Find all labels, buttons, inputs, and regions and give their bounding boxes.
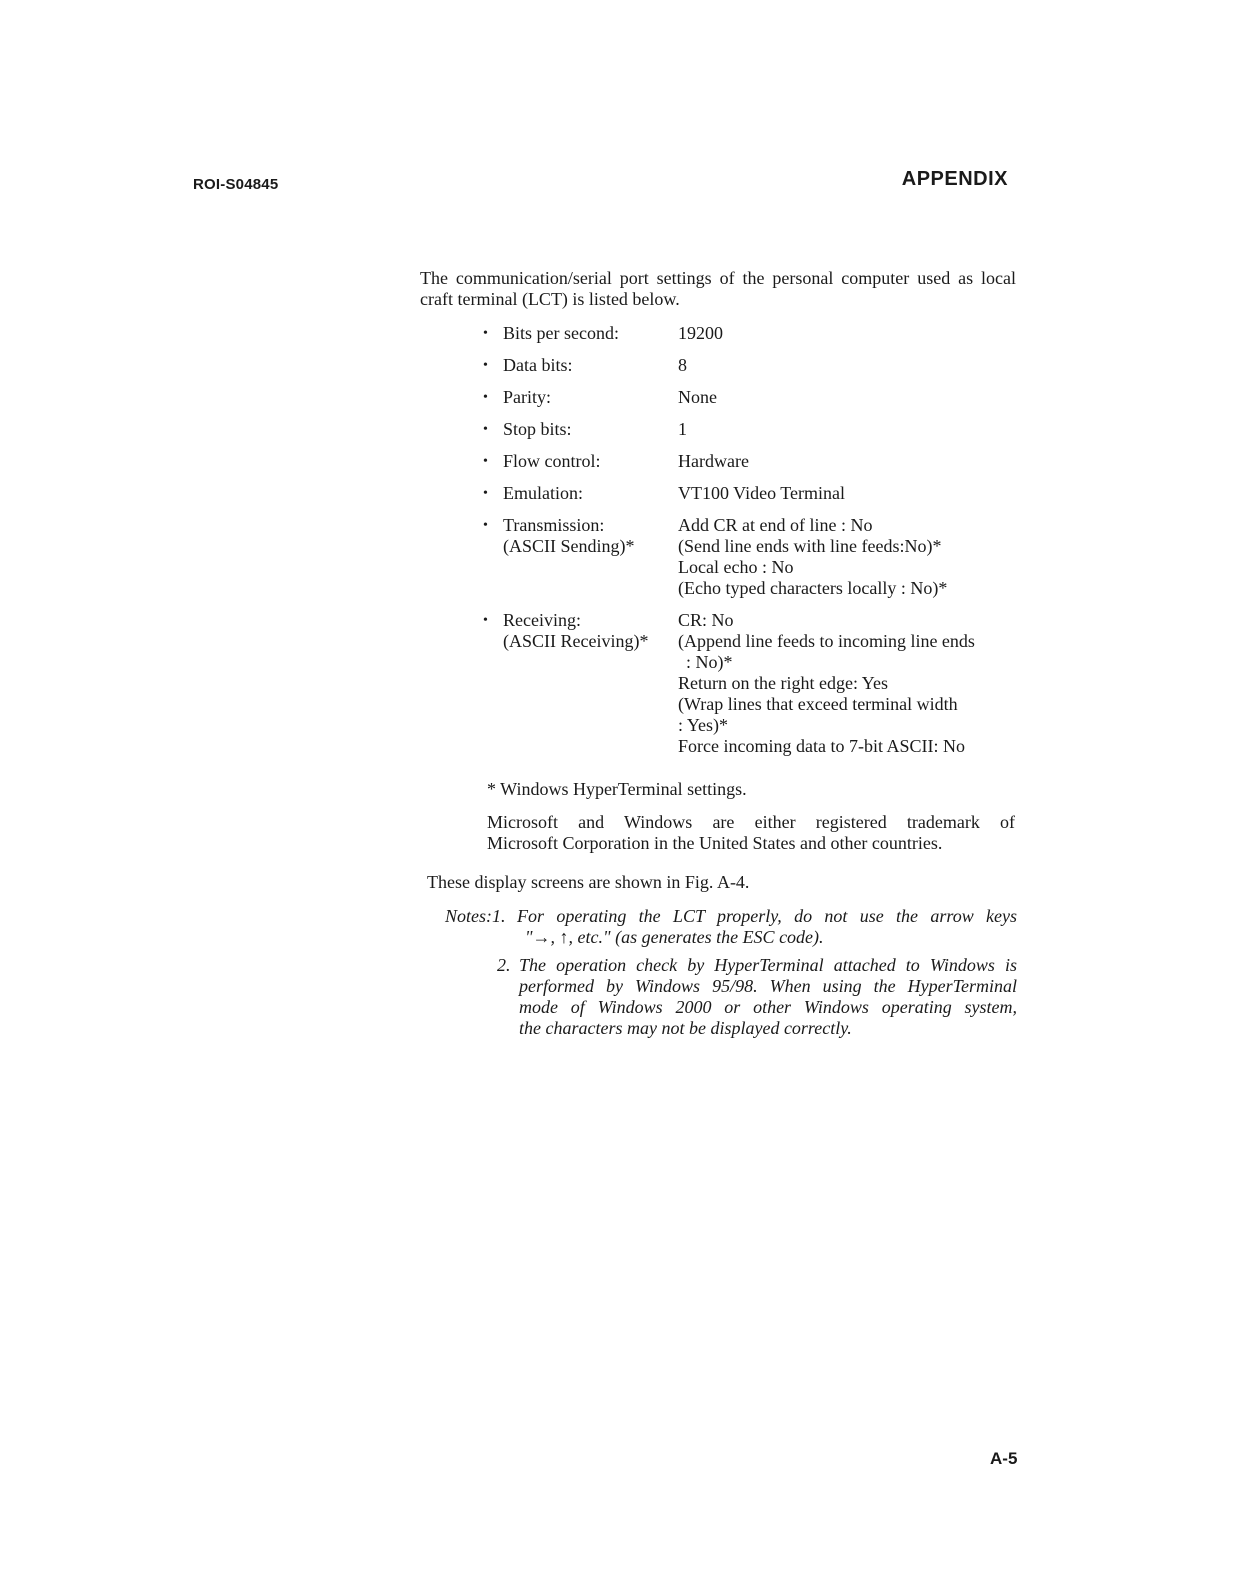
note-line: For operating the LCT properly, do not use the arrow keys xyxy=(517,906,1017,926)
setting-value: VT100 Video Terminal xyxy=(678,483,845,503)
note-line: the characters may not be displayed correctly. xyxy=(519,1018,852,1038)
bullet: • xyxy=(483,390,488,405)
notes-section xyxy=(445,906,1017,1039)
bullet: • xyxy=(483,326,488,341)
bullet: • xyxy=(483,486,488,501)
setting-label: Transmission: xyxy=(503,515,605,535)
setting-value: (Append line feeds to incoming line ends xyxy=(678,631,975,651)
setting-label: Emulation: xyxy=(503,483,583,503)
setting-value: Hardware xyxy=(678,451,749,471)
setting-value: 19200 xyxy=(678,323,723,343)
note-line: performed by Windows 95/98. When using the HyperTerminal xyxy=(519,976,1017,996)
setting-label: Data bits: xyxy=(503,355,573,375)
bullet: • xyxy=(483,518,488,533)
note-item xyxy=(445,955,1017,1039)
setting-value: (Send line ends with line feeds:No)* xyxy=(678,536,942,556)
note-number: 2. xyxy=(497,955,511,975)
notes-prefix: Notes: xyxy=(445,906,492,926)
setting-label: Stop bits: xyxy=(503,419,572,439)
list-item xyxy=(483,387,1023,408)
list-item xyxy=(483,451,1023,472)
footnote: * Windows HyperTerminal settings. xyxy=(487,779,747,799)
note-line: The operation check by HyperTerminal attached to Windows is xyxy=(519,955,1017,975)
list-item xyxy=(483,419,1023,440)
list-item xyxy=(483,355,1023,376)
setting-value: 8 xyxy=(678,355,687,375)
display-reference: These display screens are shown in Fig. A-4. xyxy=(427,872,750,892)
setting-label: Receiving: xyxy=(503,610,581,630)
list-item xyxy=(483,610,1023,757)
intro-paragraph: The communication/serial port settings of the personal computer used as local craft terminal (LCT) is listed below. xyxy=(420,268,1016,309)
setting-value: None xyxy=(678,387,717,407)
bullet: • xyxy=(483,358,488,373)
setting-value: : No)* xyxy=(686,652,733,672)
trademark-line: Microsoft and Windows are either registered trademark of xyxy=(487,812,1015,832)
setting-value: (Wrap lines that exceed terminal width xyxy=(678,694,958,714)
setting-value: CR: No xyxy=(678,610,734,630)
setting-sublabel: (ASCII Receiving)* xyxy=(503,631,649,651)
note-number: 1. xyxy=(492,906,506,926)
list-item xyxy=(483,483,1023,504)
setting-label: Parity: xyxy=(503,387,551,407)
document-id: ROI-S04845 xyxy=(193,176,279,193)
setting-value: Local echo : No xyxy=(678,557,794,577)
setting-sublabel: (ASCII Sending)* xyxy=(503,536,635,556)
bullet: • xyxy=(483,613,488,628)
setting-value: : Yes)* xyxy=(678,715,729,735)
trademark-notice xyxy=(487,812,1015,854)
settings-list xyxy=(483,323,1023,768)
setting-value: 1 xyxy=(678,419,687,439)
bullet: • xyxy=(483,454,488,469)
trademark-line: Microsoft Corporation in the United States and other countries. xyxy=(487,833,943,853)
section-title: APPENDIX xyxy=(901,168,1008,190)
page-number: A-5 xyxy=(990,1449,1018,1468)
setting-value: Force incoming data to 7-bit ASCII: No xyxy=(678,736,965,756)
setting-value: Add CR at end of line : No xyxy=(678,515,873,535)
note-item xyxy=(445,906,1017,948)
setting-value: (Echo typed characters locally : No)* xyxy=(678,578,948,598)
setting-label: Flow control: xyxy=(503,451,601,471)
list-item xyxy=(483,323,1023,344)
setting-value: Return on the right edge: Yes xyxy=(678,673,888,693)
list-item xyxy=(483,515,1023,599)
note-line: "→, ↑, etc." (as generates the ESC code). xyxy=(525,927,824,947)
setting-label: Bits per second: xyxy=(503,323,619,343)
note-line: mode of Windows 2000 or other Windows operating system, xyxy=(519,997,1017,1017)
bullet: • xyxy=(483,422,488,437)
